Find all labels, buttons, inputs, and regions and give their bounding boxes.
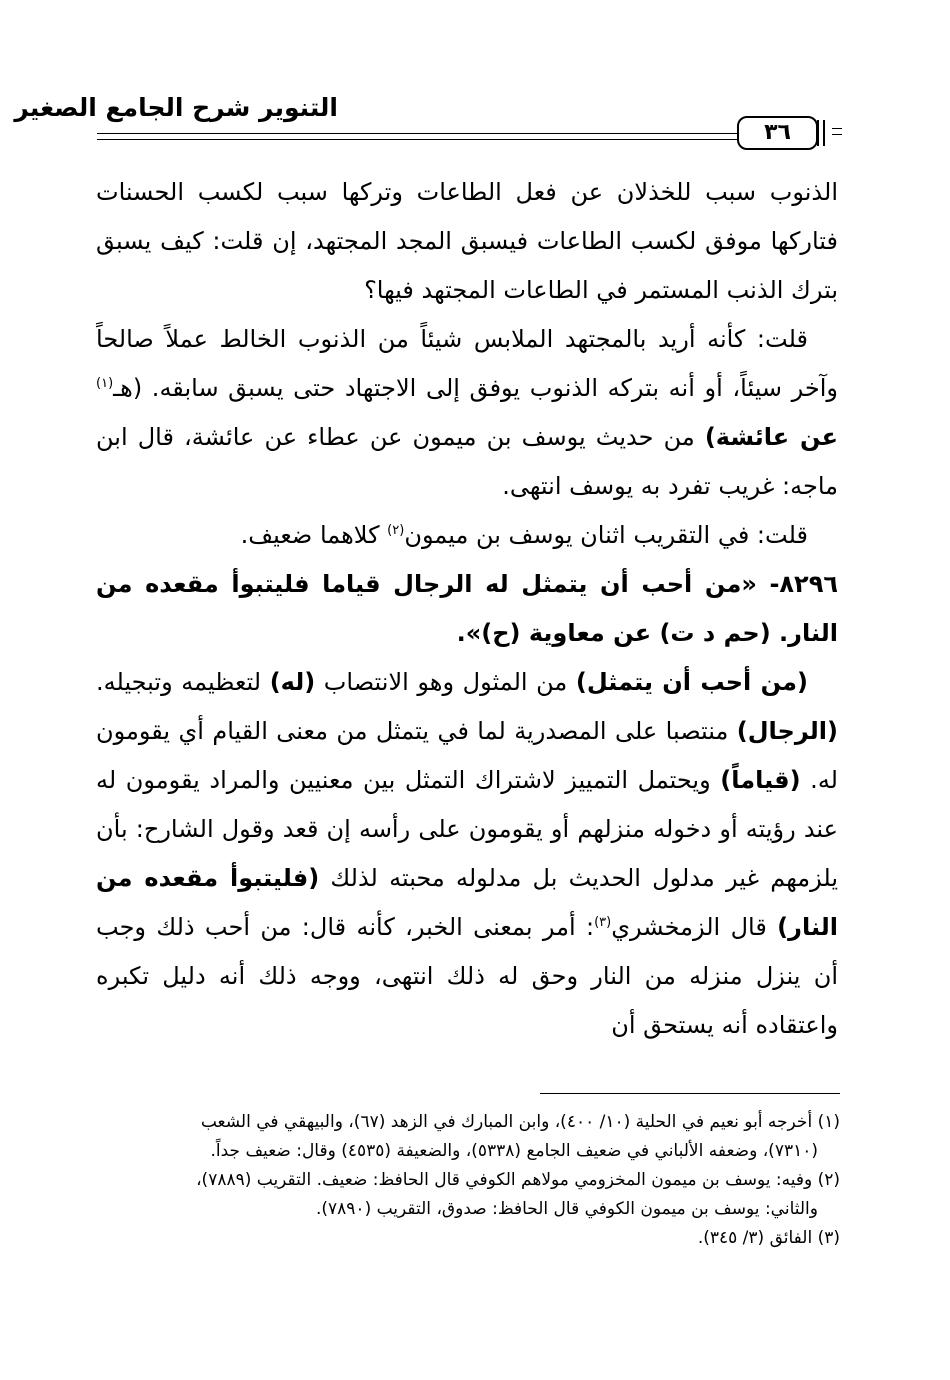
main-text bbox=[96, 168, 838, 1050]
page-number-tick-bottom bbox=[832, 134, 842, 135]
paragraph-5 bbox=[96, 658, 838, 1050]
footnote-2-line-2: والثاني: يوسف بن ميمون الكوفي قال الحافظ: صدوق، التقريب (٧٨٩٠). bbox=[315, 1199, 818, 1219]
footnote-1-line-2: (٧٣١٠)، وضعفه الألباني في ضعيف الجامع (٥٣٣٨)، والضعيفة (٤٥٣٥) وقال: ضعيف جداً. bbox=[210, 1141, 818, 1161]
p5-text-4: ويحتمل التمييز لاشتراك التمثل بين معنيين والمراد يقومون له عند رؤيته أو دخوله منزلهم أو يقومون على رأسه إن قعد وقول الشارح: بأن يلزمهم غير مدلول الحديث بل مدلوله محبته لذلك bbox=[96, 766, 838, 892]
p3-text-b: كلاهما ضعيف. bbox=[240, 521, 388, 549]
hadith-text: ٨٢٩٦- «من أحب أن يتمثل له الرجال قياما فليتبوأ مقعده من النار. (حم د ت) عن معاوية (ح)». bbox=[96, 570, 838, 647]
paragraph-3 bbox=[96, 511, 838, 560]
p5-text-1: من المثول وهو الانتصاب bbox=[315, 668, 576, 696]
footnote-3: (٣) الفائق (٣/ ٣٤٥). bbox=[697, 1228, 840, 1248]
header-rule-top bbox=[97, 133, 737, 134]
footnote-2-line-1: (٢) وفيه: يوسف بن ميمون المخزومي مولاهم الكوفي قال الحافظ: ضعيف. التقريب (٧٨٨٩)، bbox=[196, 1170, 840, 1190]
footnote-ref-3: (٣) bbox=[594, 915, 612, 930]
header-rule-bottom bbox=[97, 139, 737, 140]
p5-bold-4: (قياماً) bbox=[720, 766, 801, 794]
p5-text-5: قال الزمخشري bbox=[611, 913, 778, 941]
paragraph-1: الذنوب سبب للخذلان عن فعل الطاعات وتركها سبب لكسب الحسنات فتاركها موفق لكسب الطاعات فيسبق المجد المجتهد، إن قلت: كيف يسبق بترك الذنب المستمر في الطاعات المجتهد فيها؟ bbox=[96, 178, 838, 304]
page-number-tick-top bbox=[832, 128, 842, 129]
footnote-separator bbox=[540, 1093, 840, 1094]
p3-text-a: قلت: في التقريب اثنان يوسف بن ميمون bbox=[404, 521, 808, 549]
paragraph-2 bbox=[96, 315, 838, 511]
p5-text-2: لتعظيمه وتبجيله. bbox=[96, 668, 270, 696]
p5-bold-3: (الرجال) bbox=[736, 717, 838, 745]
footnote-ref-1: (١) bbox=[96, 376, 114, 391]
p5-bold-5: (فليتبوأ مقعده من النار) bbox=[96, 864, 838, 941]
p2-bold: عن عائشة) bbox=[704, 423, 838, 451]
footnote-ref-2: (٢) bbox=[387, 523, 405, 538]
p5-bold-2: (له) bbox=[269, 668, 316, 696]
p2-text-b: من حديث يوسف بن ميمون عن عطاء عن عائشة، قال ابن ماجه: غريب تفرد به يوسف انتهى. bbox=[96, 423, 838, 500]
p5-bold-1: (من أحب أن يتمثل) bbox=[575, 668, 809, 696]
page-number: ٣٦ bbox=[737, 116, 818, 150]
running-header-title: التنوير شرح الجامع الصغير bbox=[14, 93, 338, 122]
p5-text-3: منتصبا على المصدرية لما في يتمثل من معنى القيام أي يقومون له. bbox=[96, 717, 838, 794]
footnote-1-line-1: (١) أخرجه أبو نعيم في الحلية (١٠/ ٤٠٠)، وابن المبارك في الزهد (٦٧)، والبيهقي في الشعب bbox=[200, 1112, 840, 1132]
p2-text-a: قلت: كأنه أريد بالمجتهد الملابس شيئاً من الذنوب الخالط عملاً صالحاً وآخر سيئاً، أو أنه بتركه الذنوب يوفق إلى الاجتهاد حتى يسبق سابقه. (هـ bbox=[96, 325, 838, 402]
footnotes bbox=[100, 1108, 840, 1253]
p5-text-6: : أمر بمعنى الخبر، كأنه قال: من أحب ذلك وجب أن ينزل منزله من النار وحق له ذلك انتهى، ووجه ذلك أنه دليل تكبره واعتقاده أنه يستحق أن bbox=[96, 913, 838, 1039]
